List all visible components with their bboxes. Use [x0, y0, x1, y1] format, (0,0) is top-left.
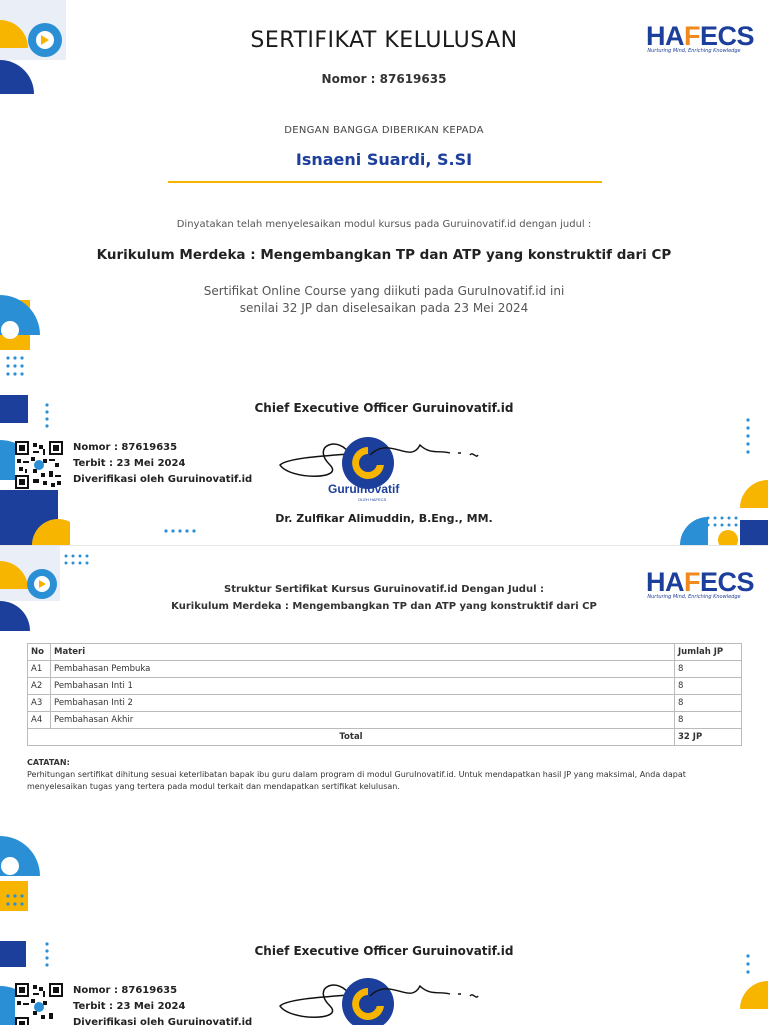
verify-number: Nomor : 87619635: [73, 985, 178, 996]
certificate-number: Nomor : 87619635: [321, 72, 447, 86]
recipient-name: Isnaeni Suardi, S.SI: [295, 150, 473, 169]
notes-text: Perhitungan sertifikat dihitung sesuai keterlibatan bapak ibu guru dalam program di modul GuruInovatif.id. Untuk mendapatkan hasil JP yang maksimal, Anda dapat menyelesaikan tugas yang tertera pada modul terkait dan mendapatkan sertifikat kelulusan.: [27, 770, 686, 791]
total-label: Total: [28, 729, 675, 746]
structure-heading: Struktur Sertifikat Kursus Guruinovatif.id Dengan Judul :: [224, 584, 544, 595]
cell-materi: Pembahasan Akhir: [51, 712, 675, 729]
verification-info: [73, 440, 252, 488]
verify-verified: Diverifikasi oleh Guruinovatif.id: [73, 474, 253, 485]
table-total-row: [28, 729, 742, 746]
signer-name: Dr. Zulfikar Alimuddin, B.Eng., MM.: [275, 512, 493, 525]
recipient-underline: [168, 181, 602, 183]
cell-materi: Pembahasan Pembuka: [51, 661, 675, 678]
table-row: [28, 712, 742, 729]
course-title: Kurikulum Merdeka : Mengembangkan TP dan ATP yang konstruktif dari CP: [96, 247, 672, 263]
cell-jp: 8: [675, 661, 742, 678]
given-to-label: DENGAN BANGGA DIBERIKAN KEPADA: [284, 125, 484, 136]
description-line-1: Sertifikat Online Course yang diikuti pada GuruInovatif.id ini: [203, 284, 565, 298]
cell-materi: Pembahasan Inti 2: [51, 695, 675, 712]
table-row: [28, 678, 742, 695]
cell-jp: 8: [675, 678, 742, 695]
certificate-title: SERTIFIKAT KELULUSAN: [250, 28, 518, 53]
jp-table: [27, 643, 742, 746]
seal-brand: GuruInovatif: [328, 482, 400, 496]
decorative-dots: [160, 525, 200, 545]
cell-jp: 8: [675, 695, 742, 712]
signer-role: Chief Executive Officer Guruinovatif.id: [254, 401, 514, 415]
signature-image: [270, 425, 500, 505]
hafecs-logo: HAFECS Nurturing Mind, Enriching Knowledge: [646, 567, 755, 600]
table-row: [28, 695, 742, 712]
notes-section: [27, 757, 727, 793]
qr-code: [15, 983, 63, 1025]
signer-role: Chief Executive Officer Guruinovatif.id: [254, 944, 514, 958]
column-header-no: No: [28, 644, 51, 661]
qr-code: [15, 441, 63, 489]
hafecs-logo: HAFECS Nurturing Mind, Enriching Knowledge: [646, 21, 755, 54]
cell-no: A2: [28, 678, 51, 695]
structure-page: [0, 545, 768, 1025]
seal-sub: OLEH HAFECS: [358, 497, 387, 502]
verify-verified: Diverifikasi oleh Guruinovatif.id: [73, 1017, 253, 1025]
signature-seal: [270, 425, 500, 505]
verify-issued: Terbit : 23 Mei 2024: [73, 1001, 186, 1012]
table-header-row: [28, 644, 742, 661]
verify-issued: Terbit : 23 Mei 2024: [73, 458, 186, 469]
cell-no: A1: [28, 661, 51, 678]
column-header-jp: Jumlah JP: [675, 644, 742, 661]
total-value: 32 JP: [675, 729, 742, 746]
description-line-2: senilai 32 JP dan diselesaikan pada 23 Mei 2024: [239, 301, 529, 315]
completion-statement: Dinyatakan telah menyelesaikan modul kursus pada Guruinovatif.id dengan judul :: [176, 219, 592, 230]
cell-materi: Pembahasan Inti 1: [51, 678, 675, 695]
table-row: [28, 661, 742, 678]
notes-title: CATATAN:: [27, 758, 70, 767]
cell-no: A3: [28, 695, 51, 712]
verification-info: [73, 983, 252, 1025]
verify-number: Nomor : 87619635: [73, 442, 178, 453]
column-header-materi: Materi: [51, 644, 675, 661]
cell-no: A4: [28, 712, 51, 729]
structure-course-title: Kurikulum Merdeka : Mengembangkan TP dan ATP yang konstruktif dari CP: [171, 601, 597, 612]
signature-image: [270, 966, 500, 1025]
signature-seal: [270, 966, 500, 1025]
cell-jp: 8: [675, 712, 742, 729]
